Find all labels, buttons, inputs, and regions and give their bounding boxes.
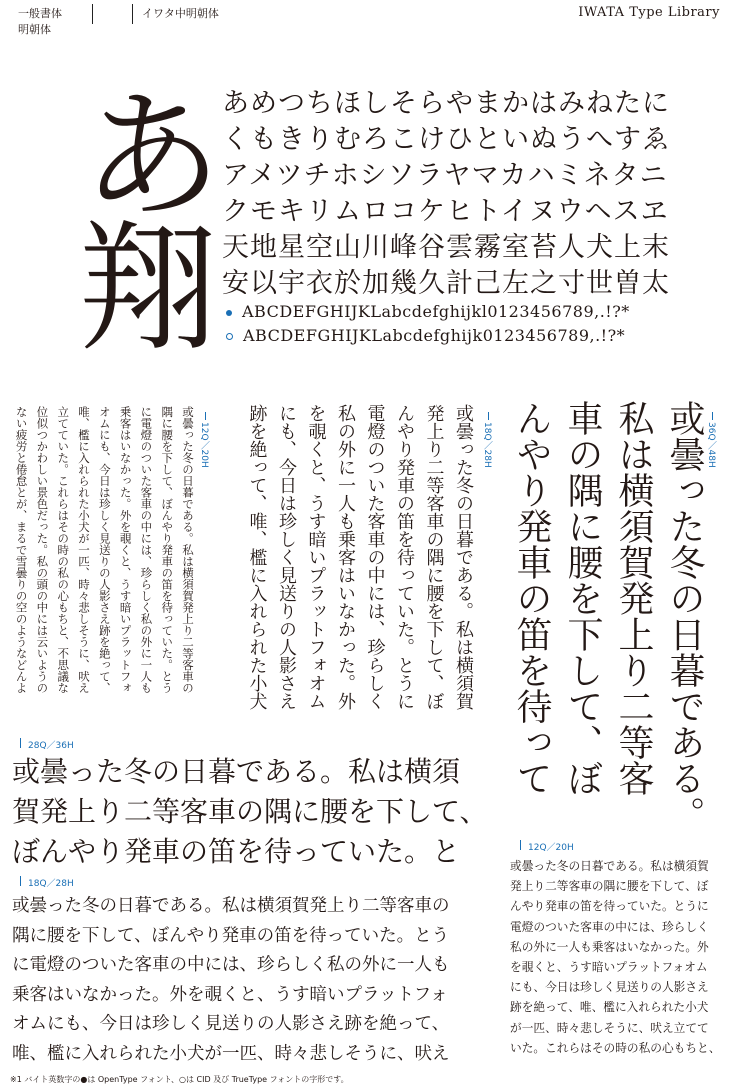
text-column: んやり発車の笛を待っていた。とうに — [394, 404, 415, 710]
category-line1: 一般書体 — [18, 7, 62, 20]
label-tick — [20, 876, 27, 886]
text-column: 乗客はいなかった。外を覗くと、うす暗いプラットフォ — [118, 406, 133, 694]
glyph-line: アメツチホシソラヤマカハミネタニ — [222, 160, 668, 191]
horizontal-text-12q — [510, 856, 720, 1058]
text-column: を覗くと、うす暗いプラットフォオム — [305, 404, 327, 710]
text-column: に電燈のついた客車の中には、珍らしく私の外に一人も — [139, 406, 154, 694]
label-tick — [20, 738, 27, 748]
horizontal-text-18q — [12, 892, 450, 1070]
text-column: オムにも、今日は珍しく見送りの人影さえ跡を絶って、 — [97, 406, 112, 694]
font-name: イワタ中明朝体 — [142, 7, 219, 20]
big-char-sho: 翔 — [78, 208, 219, 371]
horizontal-text-28q — [12, 752, 487, 872]
text-line: に電燈のついた客車の中には、珍らしく私の外に一人も — [12, 955, 450, 976]
big-char-a: あ — [82, 76, 223, 239]
text-column: 発上り二等客車の隅に腰を下して、ぼ — [423, 404, 445, 710]
text-line: にも、今日は珍しく見送りの人影さえ — [510, 980, 709, 995]
text-line: が一匹、時々悲しそうに、吠え立てて — [510, 1020, 709, 1035]
text-line: 或曇った冬の日暮である。私は横須 — [12, 755, 461, 788]
text-column: 或曇った冬の日暮である。 — [664, 400, 705, 832]
alpha-sample — [226, 300, 630, 348]
vertical-text-36q — [500, 400, 710, 840]
alpha-line-opentype — [226, 300, 630, 324]
text-column: 唯、檻に入れられた小犬が一匹、時々悲しそうに、吠え — [77, 406, 92, 694]
size-label-h12: 12Q／20H — [528, 843, 574, 853]
text-column: 私は横須賀発上り二等客 — [613, 400, 654, 796]
text-line: 或曇った冬の日暮である。私は横須賀 — [510, 859, 709, 873]
category-label — [18, 6, 62, 38]
text-line: 隅に腰を下して、ぼんやり発車の笛を待っていた。とう — [12, 925, 450, 946]
text-line: 乗客はいなかった。外を覗くと、うす暗いプラットフォ — [12, 984, 448, 1005]
text-line: いた。これらはその時の私の心もちと、 — [510, 1040, 721, 1055]
glyph-line: あめつちほしそらやまかはみねたに — [222, 88, 670, 119]
alpha-text: ABCDEFGHIJKLabcdefghijk0123456789,.!?* — [243, 326, 626, 345]
text-column: 或曇った冬の日暮である。私は横須賀発上り二等客車の — [181, 406, 195, 694]
size-label-v36: 36Q／48H — [706, 422, 716, 468]
text-column: 立てていた。これらはその時の私の心もちと、不思議な — [56, 406, 71, 694]
glyph-line: クモキリムロコケヒトイヌウヘスヱ — [222, 196, 669, 227]
text-line: を覗くと、うす暗いプラットフォオム — [510, 960, 708, 975]
footnote: ※1 バイト英数字の●は OpenType フォント、○は CID 及び TrueType フォントの字形です。 — [10, 1075, 349, 1084]
glyph-line: 天地星空山川峰谷雲霧室苔人犬上末 — [222, 232, 670, 263]
text-column: ない疲労と倦怠とが、まるで雪曇りの空のようなどんよ — [14, 406, 29, 694]
text-column: 隅に腰を下して、ぼんやり発車の笛を待っていた。とう — [160, 406, 175, 694]
category-line2: 明朝体 — [18, 23, 51, 36]
header-divider-2 — [132, 4, 133, 24]
text-column: 或曇った冬の日暮である。私は横須賀 — [453, 404, 474, 710]
label-tick — [712, 412, 713, 420]
size-label-v12: 12Q／20H — [199, 422, 209, 468]
alpha-line-cid — [226, 324, 630, 348]
open-dot-icon — [226, 333, 233, 340]
glyph-sample — [222, 86, 670, 302]
vertical-text-18q — [228, 404, 478, 734]
text-column: んやり発車の笛を待って — [511, 400, 552, 796]
text-line: んやり発車の笛を待っていた。とうに — [510, 899, 709, 914]
text-column: 電燈のついた客車の中には、珍らしく — [364, 404, 386, 710]
text-line: 唯、檻に入れられた小犬が一匹、時々悲しそうに、吠え — [12, 1043, 450, 1064]
vertical-text-12q — [8, 406, 198, 726]
glyph-line: くもきりむろこけひといぬうへすゑ — [222, 124, 670, 155]
size-label-h18: 18Q／28H — [28, 879, 74, 889]
size-label-v18: 18Q／28H — [482, 422, 492, 468]
label-tick — [488, 412, 489, 420]
library-title: IWATA Type Library — [578, 5, 720, 20]
text-column: 車の隅に腰を下して、ぼ — [562, 400, 603, 796]
label-tick — [520, 840, 527, 850]
text-column: 跡を絶って、唯、檻に入れられた小犬 — [246, 404, 268, 710]
text-line: 跡を絶って、唯、檻に入れられた小犬 — [510, 1000, 709, 1015]
text-column: 私の外に一人も乗客はいなかった。外 — [335, 404, 356, 710]
text-column: 位似つかわしい景色だった。私の頭の中には云いようの — [35, 406, 50, 694]
alpha-text: ABCDEFGHIJKLabcdefghijkl0123456789,.!?* — [242, 302, 630, 321]
text-line: オムにも、今日は珍しく見送りの人影さえ跡を絶って、 — [12, 1014, 450, 1035]
glyph-line: 安以宇衣於加幾久計己左之寸世曽太 — [222, 268, 670, 299]
text-line: 発上り二等客車の隅に腰を下して、ぼ — [510, 879, 709, 894]
header-divider-1 — [92, 4, 93, 24]
filled-dot-icon — [226, 310, 232, 316]
size-label-h28: 28Q／36H — [28, 741, 74, 751]
text-column: にも、今日は珍しく見送りの人影さえ — [276, 404, 297, 710]
text-line: 電燈のついた客車の中には、珍らしく — [510, 919, 709, 934]
text-line: 賀発上り二等客車の隅に腰を下して、 — [12, 795, 488, 828]
label-tick — [205, 412, 206, 420]
text-line: 或曇った冬の日暮である。私は横須賀発上り二等客車の — [12, 896, 450, 916]
text-line: 私の外に一人も乗客はいなかった。外 — [510, 939, 709, 954]
text-line: ぼんやり発車の笛を待っていた。と — [12, 835, 461, 868]
